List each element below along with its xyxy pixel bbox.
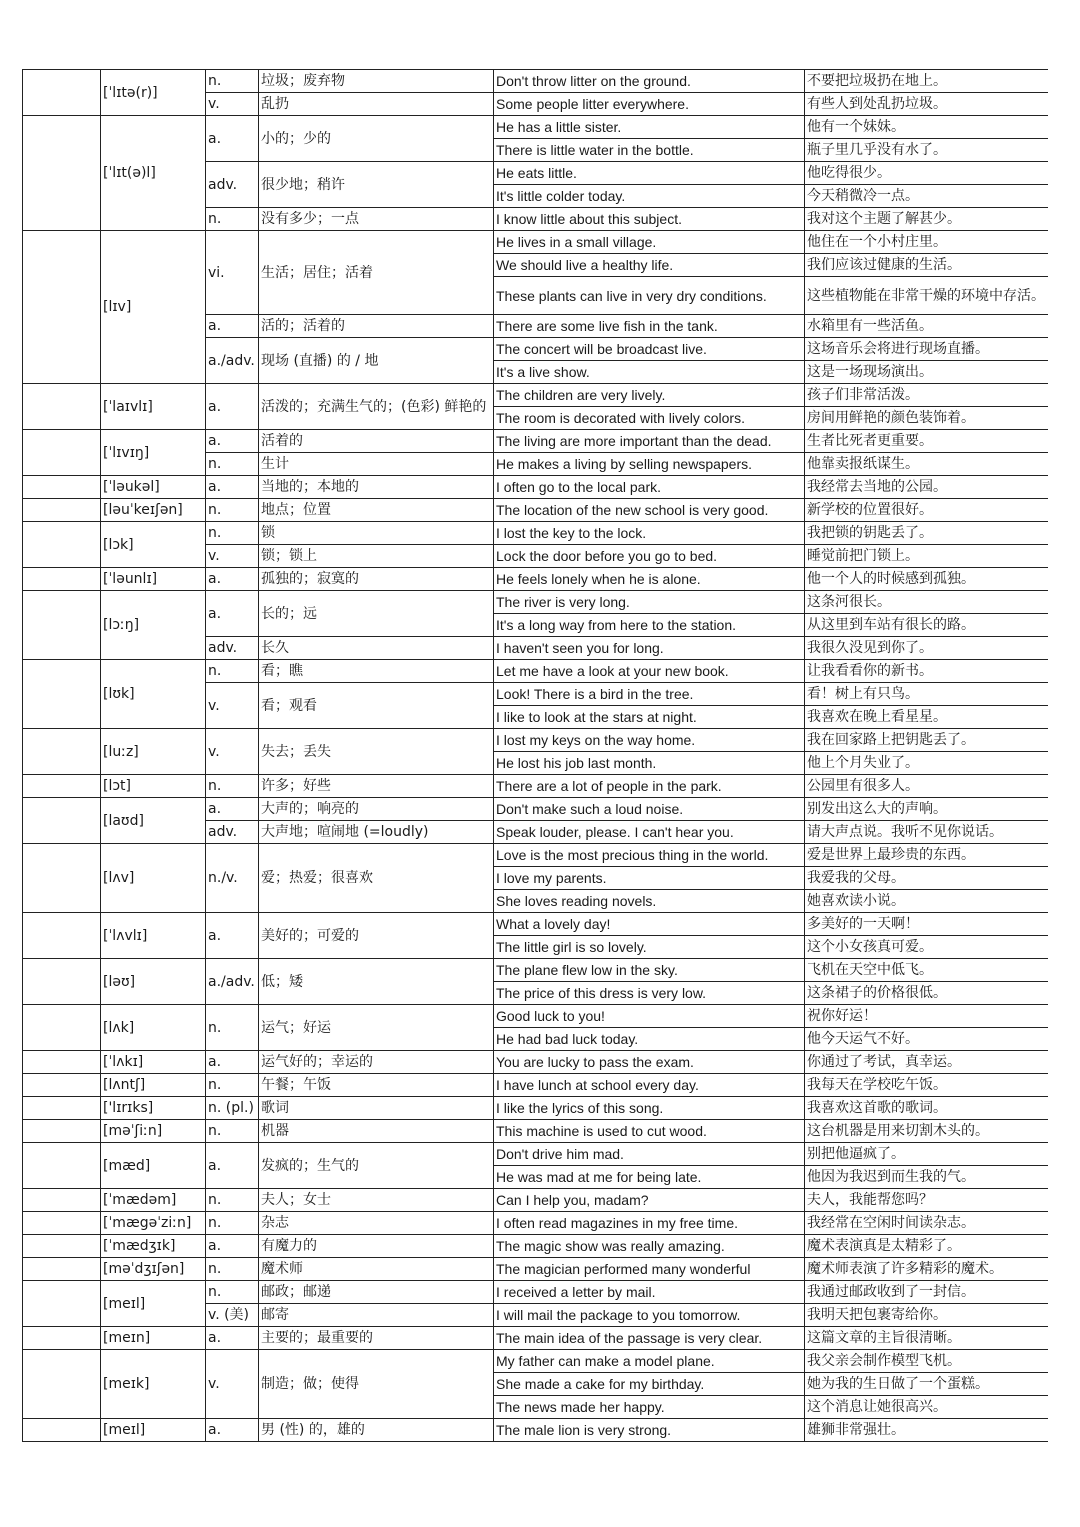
word-cell <box>23 116 101 231</box>
part-of-speech-cell: v. <box>206 683 259 729</box>
table-row <box>23 1074 1049 1097</box>
part-of-speech-cell: adv. <box>206 162 259 208</box>
example-zh-cell: 他今天运气不好。 <box>805 1028 1049 1051</box>
part-of-speech-cell: n./v. <box>206 844 259 913</box>
part-of-speech-cell: a. <box>206 1327 259 1350</box>
example-en-cell: I often read magazines in my free time. <box>494 1212 805 1235</box>
example-en-cell: I know little about this subject. <box>494 208 805 231</box>
example-en-cell: The location of the new school is very good. <box>494 499 805 522</box>
example-zh-cell: 我经常去当地的公园。 <box>805 476 1049 499</box>
example-en-cell: I like the lyrics of this song. <box>494 1097 805 1120</box>
table-row <box>23 568 1049 591</box>
part-of-speech-cell: v. <box>206 93 259 116</box>
example-zh-cell: 不要把垃圾扔在地上。 <box>805 70 1049 93</box>
example-zh-cell: 这个消息让她很高兴。 <box>805 1396 1049 1419</box>
phonetic-cell: [lʌk] <box>101 1005 206 1051</box>
example-en-cell: The living are more important than the dead. <box>494 430 805 453</box>
meaning-cell: 活的；活着的 <box>259 315 494 338</box>
example-en-cell: It's a long way from here to the station. <box>494 614 805 637</box>
example-en-cell: Good luck to you! <box>494 1005 805 1028</box>
phonetic-cell: [ˈlʌkɪ] <box>101 1051 206 1074</box>
part-of-speech-cell: a. <box>206 384 259 430</box>
meaning-cell: 午餐；午饭 <box>259 1074 494 1097</box>
example-zh-cell: 飞机在天空中低飞。 <box>805 959 1049 982</box>
example-zh-cell: 看！树上有只鸟。 <box>805 683 1049 706</box>
phonetic-cell: [meɪk] <box>101 1350 206 1419</box>
example-zh-cell: 从这里到车站有很长的路。 <box>805 614 1049 637</box>
meaning-cell: 机器 <box>259 1120 494 1143</box>
example-en-cell: I have lunch at school every day. <box>494 1074 805 1097</box>
example-en-cell: There are a lot of people in the park. <box>494 775 805 798</box>
example-zh-cell: 夫人，我能帮您吗？ <box>805 1189 1049 1212</box>
phonetic-cell: [ˈlʌvlɪ] <box>101 913 206 959</box>
example-en-cell: Some people litter everywhere. <box>494 93 805 116</box>
example-en-cell: There are some live fish in the tank. <box>494 315 805 338</box>
table-row <box>23 1258 1049 1281</box>
example-en-cell: I received a letter by mail. <box>494 1281 805 1304</box>
example-en-cell: He had bad luck today. <box>494 1028 805 1051</box>
example-zh-cell: 他因为我迟到而生我的气。 <box>805 1166 1049 1189</box>
word-cell <box>23 913 101 959</box>
example-zh-cell: 这条裙子的价格很低。 <box>805 982 1049 1005</box>
phonetic-cell: [lʊk] <box>101 660 206 729</box>
example-en-cell: Lock the door before you go to bed. <box>494 545 805 568</box>
part-of-speech-cell: a. <box>206 1051 259 1074</box>
part-of-speech-cell: adv. <box>206 821 259 844</box>
example-zh-cell: 他上个月失业了。 <box>805 752 1049 775</box>
word-cell <box>23 775 101 798</box>
example-en-cell: It's a live show. <box>494 361 805 384</box>
phonetic-cell: [lʌv] <box>101 844 206 913</box>
table-row <box>23 660 1049 683</box>
table-row <box>23 913 1049 936</box>
example-zh-cell: 我把锁的钥匙丢了。 <box>805 522 1049 545</box>
meaning-cell: 乱扔 <box>259 93 494 116</box>
example-en-cell: It's little colder today. <box>494 185 805 208</box>
example-en-cell: Love is the most precious thing in the world. <box>494 844 805 867</box>
part-of-speech-cell: a. <box>206 476 259 499</box>
phonetic-cell: [ˈmædəm] <box>101 1189 206 1212</box>
part-of-speech-cell: n. <box>206 208 259 231</box>
example-en-cell: Don't throw litter on the ground. <box>494 70 805 93</box>
word-cell <box>23 568 101 591</box>
word-cell <box>23 70 101 116</box>
table-row <box>23 1327 1049 1350</box>
table-row <box>23 476 1049 499</box>
phonetic-cell: [ˈlɪvɪŋ] <box>101 430 206 476</box>
word-cell <box>23 1281 101 1327</box>
part-of-speech-cell: a. <box>206 1235 259 1258</box>
meaning-cell: 有魔力的 <box>259 1235 494 1258</box>
part-of-speech-cell: a. <box>206 1419 259 1442</box>
part-of-speech-cell: n. <box>206 1281 259 1304</box>
meaning-cell: 美好的；可爱的 <box>259 913 494 959</box>
table-row <box>23 384 1049 407</box>
phonetic-cell: [ˈmædʒɪk] <box>101 1235 206 1258</box>
example-zh-cell: 让我看看你的新书。 <box>805 660 1049 683</box>
example-zh-cell: 你通过了考试，真幸运。 <box>805 1051 1049 1074</box>
meaning-cell: 地点；位置 <box>259 499 494 522</box>
example-en-cell: Speak louder, please. I can't hear you. <box>494 821 805 844</box>
part-of-speech-cell: n. <box>206 775 259 798</box>
example-en-cell: The magic show was really amazing. <box>494 1235 805 1258</box>
phonetic-cell: [lʌntʃ] <box>101 1074 206 1097</box>
example-zh-cell: 别把他逼疯了。 <box>805 1143 1049 1166</box>
part-of-speech-cell: a. <box>206 430 259 453</box>
word-cell <box>23 1327 101 1350</box>
table-row <box>23 1281 1049 1304</box>
phonetic-cell: [mæd] <box>101 1143 206 1189</box>
word-cell <box>23 798 101 844</box>
part-of-speech-cell: n. <box>206 1074 259 1097</box>
meaning-cell: 当地的；本地的 <box>259 476 494 499</box>
part-of-speech-cell: a./adv. <box>206 338 259 384</box>
example-en-cell: The price of this dress is very low. <box>494 982 805 1005</box>
example-zh-cell: 她为我的生日做了一个蛋糕。 <box>805 1373 1049 1396</box>
example-en-cell: Let me have a look at your new book. <box>494 660 805 683</box>
meaning-cell: 歌词 <box>259 1097 494 1120</box>
phonetic-cell: ['lɪrɪks] <box>101 1097 206 1120</box>
example-zh-cell: 生者比死者更重要。 <box>805 430 1049 453</box>
table-row <box>23 70 1049 93</box>
example-zh-cell: 我喜欢这首歌的歌词。 <box>805 1097 1049 1120</box>
phonetic-cell: [meɪl] <box>101 1419 206 1442</box>
example-en-cell: Don't drive him mad. <box>494 1143 805 1166</box>
table-row <box>23 591 1049 614</box>
example-zh-cell: 我经常在空闲时间读杂志。 <box>805 1212 1049 1235</box>
table-row <box>23 1005 1049 1028</box>
word-cell <box>23 1051 101 1074</box>
meaning-cell: 看；观看 <box>259 683 494 729</box>
meaning-cell: 活泼的；充满生气的；(色彩) 鲜艳的 <box>259 384 494 430</box>
meaning-cell: 许多；好些 <box>259 775 494 798</box>
example-zh-cell: 我对这个主题了解甚少。 <box>805 208 1049 231</box>
meaning-cell: 制造；做；使得 <box>259 1350 494 1419</box>
example-en-cell: The room is decorated with lively colors. <box>494 407 805 430</box>
meaning-cell: 失去；丢失 <box>259 729 494 775</box>
table-row <box>23 1419 1049 1442</box>
example-en-cell: The little girl is so lovely. <box>494 936 805 959</box>
phonetic-cell: [laʊd] <box>101 798 206 844</box>
example-zh-cell: 我每天在学校吃午饭。 <box>805 1074 1049 1097</box>
table-row <box>23 959 1049 982</box>
example-en-cell: We should live a healthy life. <box>494 254 805 277</box>
example-en-cell: She loves reading novels. <box>494 890 805 913</box>
example-en-cell: He was mad at me for being late. <box>494 1166 805 1189</box>
meaning-cell: 爱；热爱；很喜欢 <box>259 844 494 913</box>
part-of-speech-cell: n. <box>206 1120 259 1143</box>
example-zh-cell: 魔术表演真是太精彩了。 <box>805 1235 1049 1258</box>
example-zh-cell: 魔术师表演了许多精彩的魔术。 <box>805 1258 1049 1281</box>
part-of-speech-cell: a. <box>206 116 259 162</box>
part-of-speech-cell: a. <box>206 913 259 959</box>
word-cell <box>23 591 101 660</box>
part-of-speech-cell: v. <box>206 1350 259 1419</box>
meaning-cell: 现场 (直播) 的 / 地 <box>259 338 494 384</box>
word-cell <box>23 430 101 476</box>
word-cell <box>23 844 101 913</box>
example-zh-cell: 我喜欢在晚上看星星。 <box>805 706 1049 729</box>
phonetic-cell: [ˈlaɪvlɪ] <box>101 384 206 430</box>
phonetic-cell: [ləʊ] <box>101 959 206 1005</box>
part-of-speech-cell: a./adv. <box>206 959 259 1005</box>
example-zh-cell: 雄狮非常强壮。 <box>805 1419 1049 1442</box>
meaning-cell: 生计 <box>259 453 494 476</box>
meaning-cell: 大声的；响亮的 <box>259 798 494 821</box>
phonetic-cell: [lɔːŋ] <box>101 591 206 660</box>
example-zh-cell: 这场音乐会将进行现场直播。 <box>805 338 1049 361</box>
example-zh-cell: 房间用鲜艳的颜色装饰着。 <box>805 407 1049 430</box>
example-en-cell: The male lion is very strong. <box>494 1419 805 1442</box>
example-zh-cell: 瓶子里几乎没有水了。 <box>805 139 1049 162</box>
example-zh-cell: 多美好的一天啊！ <box>805 913 1049 936</box>
example-zh-cell: 祝你好运！ <box>805 1005 1049 1028</box>
meaning-cell: 生活；居住；活着 <box>259 231 494 315</box>
example-zh-cell: 这些植物能在非常干燥的环境中存活。 <box>805 277 1049 315</box>
example-en-cell: This machine is used to cut wood. <box>494 1120 805 1143</box>
example-zh-cell: 我父亲会制作模型飞机。 <box>805 1350 1049 1373</box>
example-en-cell: Don't make such a loud noise. <box>494 798 805 821</box>
table-row <box>23 116 1049 139</box>
example-en-cell: I lost my keys on the way home. <box>494 729 805 752</box>
phonetic-cell: [ˈmægəˈziːn] <box>101 1212 206 1235</box>
example-zh-cell: 我明天把包裹寄给你。 <box>805 1304 1049 1327</box>
table-row <box>23 1120 1049 1143</box>
table-row <box>23 1350 1049 1373</box>
example-en-cell: The magician performed many wonderful <box>494 1258 805 1281</box>
word-cell <box>23 1005 101 1051</box>
meaning-cell: 运气；好运 <box>259 1005 494 1051</box>
meaning-cell: 发疯的；生气的 <box>259 1143 494 1189</box>
vocabulary-table <box>22 69 1048 1442</box>
example-zh-cell: 爱是世界上最珍贵的东西。 <box>805 844 1049 867</box>
word-cell <box>23 959 101 1005</box>
example-zh-cell: 他吃得很少。 <box>805 162 1049 185</box>
phonetic-cell: [ˈləunlɪ] <box>101 568 206 591</box>
example-zh-cell: 请大声点说。我听不见你说话。 <box>805 821 1049 844</box>
example-en-cell: I haven't seen you for long. <box>494 637 805 660</box>
meaning-cell: 孤独的；寂寞的 <box>259 568 494 591</box>
word-cell <box>23 1350 101 1419</box>
word-cell <box>23 729 101 775</box>
table-row <box>23 775 1049 798</box>
table-row <box>23 1212 1049 1235</box>
word-cell <box>23 1189 101 1212</box>
table-row <box>23 1097 1049 1120</box>
example-zh-cell: 他住在一个小村庄里。 <box>805 231 1049 254</box>
phonetic-cell: [luːz] <box>101 729 206 775</box>
example-en-cell: I love my parents. <box>494 867 805 890</box>
table-row <box>23 729 1049 752</box>
meaning-cell: 夫人；女士 <box>259 1189 494 1212</box>
example-en-cell: These plants can live in very dry conditions. <box>494 277 805 315</box>
example-zh-cell: 孩子们非常活泼。 <box>805 384 1049 407</box>
meaning-cell: 很少地；稍许 <box>259 162 494 208</box>
example-en-cell: He has a little sister. <box>494 116 805 139</box>
example-zh-cell: 这篇文章的主旨很清晰。 <box>805 1327 1049 1350</box>
word-cell <box>23 1120 101 1143</box>
example-zh-cell: 这条河很长。 <box>805 591 1049 614</box>
example-zh-cell: 这台机器是用来切割木头的。 <box>805 1120 1049 1143</box>
table-row <box>23 1189 1049 1212</box>
example-en-cell: The main idea of the passage is very clear. <box>494 1327 805 1350</box>
example-en-cell: She made a cake for my birthday. <box>494 1373 805 1396</box>
example-en-cell: I often go to the local park. <box>494 476 805 499</box>
example-zh-cell: 别发出这么大的声响。 <box>805 798 1049 821</box>
part-of-speech-cell: v. <box>206 545 259 568</box>
meaning-cell: 长久 <box>259 637 494 660</box>
meaning-cell: 低；矮 <box>259 959 494 1005</box>
table-row <box>23 844 1049 867</box>
example-en-cell: The children are very lively. <box>494 384 805 407</box>
meaning-cell: 长的；远 <box>259 591 494 637</box>
phonetic-cell: [ˈlɪtə(r)] <box>101 70 206 116</box>
word-cell <box>23 522 101 568</box>
example-zh-cell: 水箱里有一些活鱼。 <box>805 315 1049 338</box>
part-of-speech-cell: n. <box>206 1005 259 1051</box>
vocabulary-sheet <box>22 69 1048 1445</box>
part-of-speech-cell: n. <box>206 70 259 93</box>
example-en-cell: He feels lonely when he is alone. <box>494 568 805 591</box>
part-of-speech-cell: a. <box>206 798 259 821</box>
word-cell <box>23 384 101 430</box>
part-of-speech-cell: n. <box>206 1212 259 1235</box>
part-of-speech-cell: adv. <box>206 637 259 660</box>
example-zh-cell: 他靠卖报纸谋生。 <box>805 453 1049 476</box>
example-zh-cell: 他一个人的时候感到孤独。 <box>805 568 1049 591</box>
part-of-speech-cell: n. <box>206 499 259 522</box>
meaning-cell: 看；瞧 <box>259 660 494 683</box>
example-zh-cell: 今天稍微冷一点。 <box>805 185 1049 208</box>
example-zh-cell: 我在回家路上把钥匙丢了。 <box>805 729 1049 752</box>
meaning-cell: 锁 <box>259 522 494 545</box>
part-of-speech-cell: n. <box>206 453 259 476</box>
phonetic-cell: [ˈlɪt(ə)l] <box>101 116 206 231</box>
meaning-cell: 大声地；喧闹地 (=loudly) <box>259 821 494 844</box>
example-zh-cell: 我爱我的父母。 <box>805 867 1049 890</box>
example-en-cell: The concert will be broadcast live. <box>494 338 805 361</box>
word-cell <box>23 499 101 522</box>
word-cell <box>23 1212 101 1235</box>
word-cell <box>23 1258 101 1281</box>
table-row <box>23 1051 1049 1074</box>
example-en-cell: He makes a living by selling newspapers. <box>494 453 805 476</box>
example-en-cell: You are lucky to pass the exam. <box>494 1051 805 1074</box>
word-cell <box>23 231 101 384</box>
example-zh-cell: 这个小女孩真可爱。 <box>805 936 1049 959</box>
meaning-cell: 垃圾；废弃物 <box>259 70 494 93</box>
part-of-speech-cell: n. <box>206 1258 259 1281</box>
phonetic-cell: [lɔk] <box>101 522 206 568</box>
meaning-cell: 邮寄 <box>259 1304 494 1327</box>
phonetic-cell: [lɪv] <box>101 231 206 384</box>
meaning-cell: 主要的；最重要的 <box>259 1327 494 1350</box>
word-cell <box>23 660 101 729</box>
example-en-cell: Look! There is a bird in the tree. <box>494 683 805 706</box>
example-en-cell: Can I help you, madam? <box>494 1189 805 1212</box>
example-zh-cell: 新学校的位置很好。 <box>805 499 1049 522</box>
meaning-cell: 杂志 <box>259 1212 494 1235</box>
word-cell <box>23 1235 101 1258</box>
example-zh-cell: 有些人到处乱扔垃圾。 <box>805 93 1049 116</box>
phonetic-cell: [ˈləukəl] <box>101 476 206 499</box>
word-cell <box>23 1074 101 1097</box>
table-row <box>23 499 1049 522</box>
part-of-speech-cell: a. <box>206 315 259 338</box>
meaning-cell: 锁；锁上 <box>259 545 494 568</box>
example-zh-cell: 她喜欢读小说。 <box>805 890 1049 913</box>
example-zh-cell: 我很久没见到你了。 <box>805 637 1049 660</box>
meaning-cell: 男 (性) 的，雄的 <box>259 1419 494 1442</box>
example-zh-cell: 这是一场现场演出。 <box>805 361 1049 384</box>
meaning-cell: 邮政；邮递 <box>259 1281 494 1304</box>
part-of-speech-cell: v. <box>206 729 259 775</box>
phonetic-cell: [ləuˈkeɪʃən] <box>101 499 206 522</box>
table-row <box>23 1143 1049 1166</box>
example-en-cell: He lives in a small village. <box>494 231 805 254</box>
part-of-speech-cell: a. <box>206 568 259 591</box>
meaning-cell: 活着的 <box>259 430 494 453</box>
table-row <box>23 798 1049 821</box>
example-en-cell: I will mail the package to you tomorrow. <box>494 1304 805 1327</box>
meaning-cell: 魔术师 <box>259 1258 494 1281</box>
example-zh-cell: 他有一个妹妹。 <box>805 116 1049 139</box>
part-of-speech-cell: a. <box>206 591 259 637</box>
meaning-cell: 小的；少的 <box>259 116 494 162</box>
table-row <box>23 430 1049 453</box>
table-row <box>23 1235 1049 1258</box>
phonetic-cell: [məˈʃiːn] <box>101 1120 206 1143</box>
example-en-cell: My father can make a model plane. <box>494 1350 805 1373</box>
word-cell <box>23 1097 101 1120</box>
example-en-cell: He lost his job last month. <box>494 752 805 775</box>
example-zh-cell: 我们应该过健康的生活。 <box>805 254 1049 277</box>
example-en-cell: The plane flew low in the sky. <box>494 959 805 982</box>
example-en-cell: The river is very long. <box>494 591 805 614</box>
table-row <box>23 231 1049 254</box>
meaning-cell: 运气好的；幸运的 <box>259 1051 494 1074</box>
part-of-speech-cell: n. <box>206 660 259 683</box>
example-en-cell: I lost the key to the lock. <box>494 522 805 545</box>
table-row <box>23 522 1049 545</box>
example-en-cell: He eats little. <box>494 162 805 185</box>
part-of-speech-cell: v. (美) <box>206 1304 259 1327</box>
example-en-cell: The news made her happy. <box>494 1396 805 1419</box>
phonetic-cell: [lɔt] <box>101 775 206 798</box>
word-cell <box>23 476 101 499</box>
example-zh-cell: 睡觉前把门锁上。 <box>805 545 1049 568</box>
phonetic-cell: [meɪn] <box>101 1327 206 1350</box>
example-en-cell: There is little water in the bottle. <box>494 139 805 162</box>
part-of-speech-cell: vi. <box>206 231 259 315</box>
example-zh-cell: 公园里有很多人。 <box>805 775 1049 798</box>
word-cell <box>23 1143 101 1189</box>
phonetic-cell: [məˈdʒɪʃən] <box>101 1258 206 1281</box>
example-en-cell: What a lovely day! <box>494 913 805 936</box>
part-of-speech-cell: n. <box>206 1189 259 1212</box>
phonetic-cell: [meɪl] <box>101 1281 206 1327</box>
example-zh-cell: 我通过邮政收到了一封信。 <box>805 1281 1049 1304</box>
part-of-speech-cell: n. <box>206 522 259 545</box>
meaning-cell: 没有多少；一点 <box>259 208 494 231</box>
part-of-speech-cell: n. (pl.) <box>206 1097 259 1120</box>
word-cell <box>23 1419 101 1442</box>
part-of-speech-cell: a. <box>206 1143 259 1189</box>
example-en-cell: I like to look at the stars at night. <box>494 706 805 729</box>
